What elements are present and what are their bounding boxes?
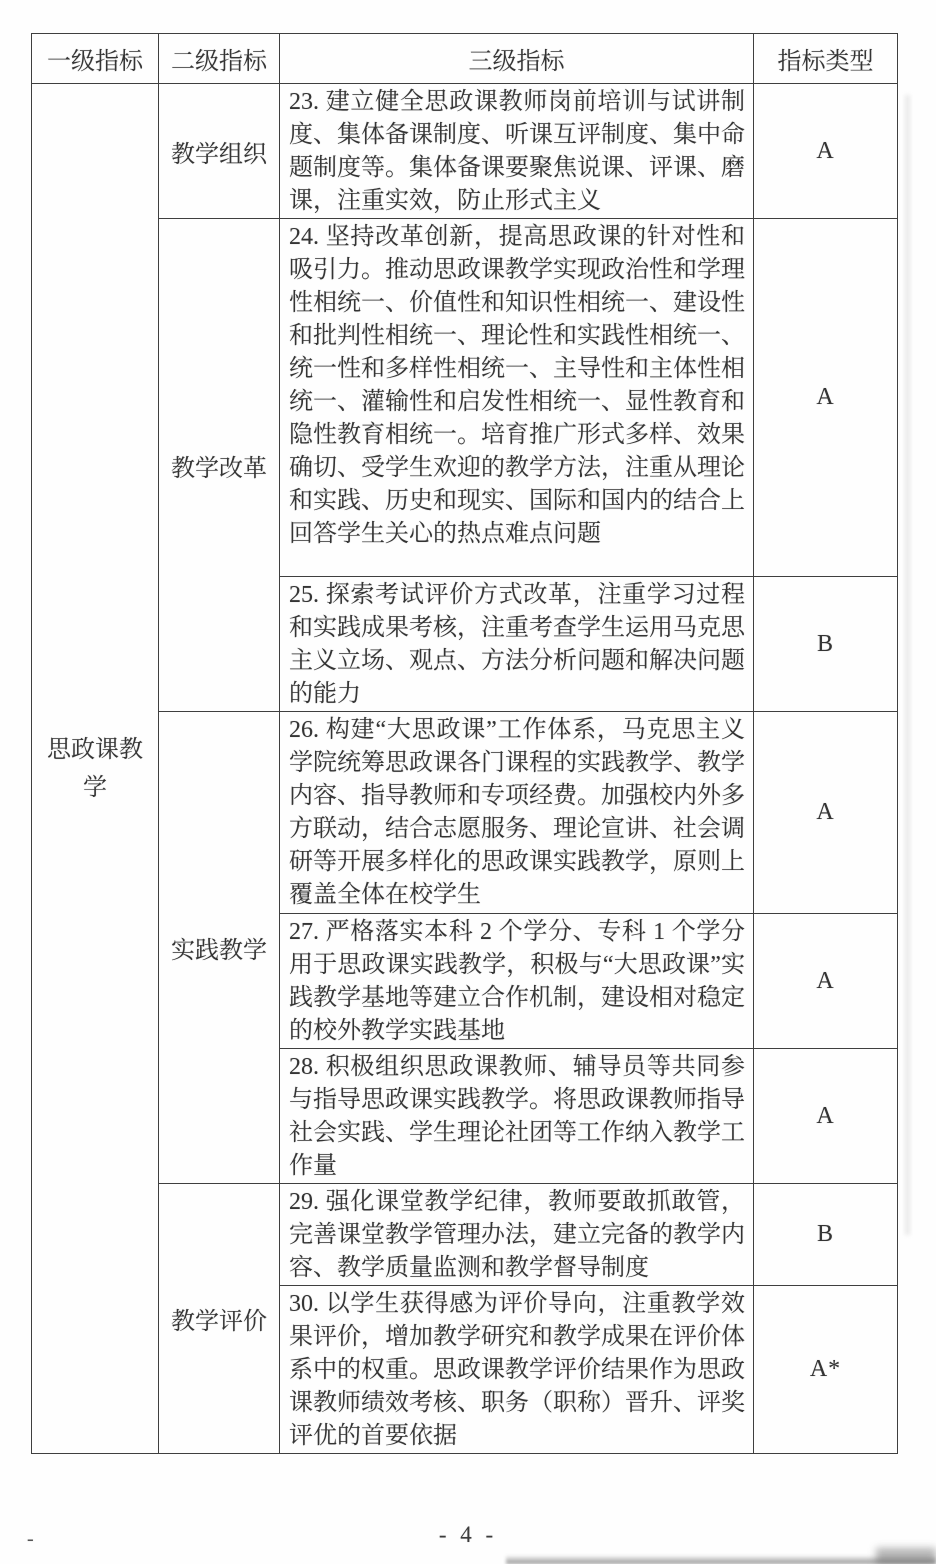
- header-level3: 三级指标: [280, 34, 754, 84]
- cell-type-26: A: [754, 712, 898, 914]
- page-number: - 4 -: [438, 1522, 498, 1547]
- header-level2: 二级指标: [159, 34, 280, 84]
- cell-indicator-30: 30. 以学生获得感为评价导向，注重教学效果评价，增加教学研究和教学成果在评价体系中的权重。思政课教学评价结果作为思政课教师绩效考核、职务（职称）晋升、评奖评优的首要依据: [280, 1286, 754, 1454]
- indicator-table: [31, 33, 898, 1454]
- cell-level1-group: 思政课教学: [32, 84, 159, 1454]
- cell-type-23: A: [754, 84, 898, 219]
- cell-indicator-23: 23. 建立健全思政课教师岗前培训与试讲制度、集体备课制度、听课互评制度、集中命题制度等。集体备课要聚焦说课、评课、磨课，注重实效，防止形式主义: [280, 84, 754, 219]
- cell-level2-organization: 教学组织: [159, 84, 280, 219]
- cell-indicator-25: 25. 探索考试评价方式改革，注重学习过程和实践成果考核，注重考查学生运用马克思主义立场、观点、方法分析问题和解决问题的能力: [280, 577, 754, 712]
- scan-artifact-corner-shadow: [876, 1548, 936, 1564]
- cell-level2-practice: 实践教学: [159, 712, 280, 1184]
- scan-artifact-bottom-shadow: [506, 1555, 936, 1564]
- table-header-row: [32, 34, 898, 84]
- table-row: [32, 84, 898, 219]
- header-level1: 一级指标: [32, 34, 159, 84]
- cell-level2-reform: 教学改革: [159, 219, 280, 712]
- header-type: 指标类型: [754, 34, 898, 84]
- table-row: [32, 712, 898, 914]
- cell-type-24: A: [754, 219, 898, 577]
- footer-left-mark: -: [27, 1528, 34, 1550]
- cell-type-27: A: [754, 914, 898, 1049]
- cell-indicator-27: 27. 严格落实本科 2 个学分、专科 1 个学分用于思政课实践教学，积极与“大思政课”实践教学基地等建立合作机制，建设相对稳定的校外教学实践基地: [280, 914, 754, 1049]
- table-row: [32, 1184, 898, 1286]
- cell-indicator-29: 29. 强化课堂教学纪律，教师要敢抓敢管，完善课堂教学管理办法，建立完备的教学内容、教学质量监测和教学督导制度: [280, 1184, 754, 1286]
- scan-artifact-streak: [905, 95, 910, 1235]
- cell-indicator-28: 28. 积极组织思政课教师、辅导员等共同参与指导思政课实践教学。将思政课教师指导社会实践、学生理论社团等工作纳入教学工作量: [280, 1049, 754, 1184]
- cell-type-30: A*: [754, 1286, 898, 1454]
- cell-indicator-26: 26. 构建“大思政课”工作体系，马克思主义学院统筹思政课各门课程的实践教学、教学内容、指导教师和专项经费。加强校内外多方联动，结合志愿服务、理论宣讲、社会调研等开展多样化的思政课实践教学，原则上覆盖全体在校学生: [280, 712, 754, 914]
- cell-type-28: A: [754, 1049, 898, 1184]
- cell-type-25: B: [754, 577, 898, 712]
- table-row: [32, 219, 898, 577]
- cell-indicator-24: 24. 坚持改革创新，提高思政课的针对性和吸引力。推动思政课教学实现政治性和学理性相统一、价值性和知识性相统一、建设性和批判性相统一、理论性和实践性相统一、统一性和多样性相统一、主导性和主体性相统一、灌输性和启发性相统一、显性教育和隐性教育相统一。培育推广形式多样、效果确切、受学生欢迎的教学方法，注重从理论和实践、历史和现实、国际和国内的结合上回答学生关心的热点难点问题: [280, 219, 754, 577]
- cell-type-29: B: [754, 1184, 898, 1286]
- cell-level2-evaluation: 教学评价: [159, 1184, 280, 1454]
